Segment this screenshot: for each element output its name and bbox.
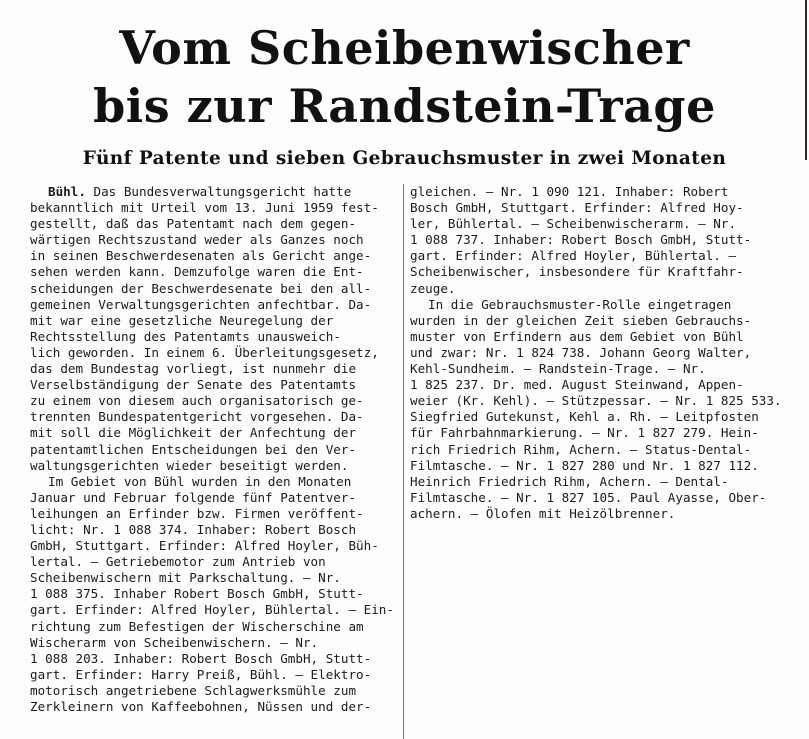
right-column-paragraph-2: In die Gebrauchsmuster-Rolle eingetragen wurden in der gleichen Zeit sieben Gebrauchs- muster von Erfindern aus dem Gebiet von Bühl und zwar: Nr. 1 824 738. Johann Georg Walter, Kehl-Sundheim. — Randstein-Trage. — Nr. 1 825 237. Dr. med. August Steinwand, Appen- weier (Kr. Kehl). — Stützpessar. — Nr. 1 825 533. Siegfried Gutekunst, Kehl a. Rh. — Leitpfosten für Fahrbahnmarkierung. — Nr. 1 827 279. Hein- rich Friedrich Rihm, Achern. — Status-Dental- Filmtasche. — Nr. 1 827 280 und Nr. 1 827 112. Heinrich Friedrich Rihm, Achern. — Dental- Filmtasche. — Nr. 1 827 105. Paul Ayasse, Ober- achern. — Ölofen mit Heizölbrenner. xyxy=(410,296,782,521)
headline-line-2: bis zur Randstein-Trage xyxy=(93,79,716,133)
headline-line-1: Vom Scheibenwischer xyxy=(119,21,690,75)
left-column-paragraph-1 xyxy=(30,184,396,474)
left-column xyxy=(30,184,396,715)
left-column-paragraph-2: Im Gebiet von Bühl wurden in den Monaten Januar und Februar folgende fünf Patentver- leihungen an Erfinder bzw. Firmen veröffent- licht: Nr. 1 088 374. Inhaber: Robert Bosch GmbH, Stuttgart. Erfinder: Alfred Hoyler, Büh- lertal. — Getriebemotor zum Antrieb von Scheibenwischern mit Parkschaltung. — Nr. 1 088 375. Inhaber Robert Bosch GmbH, Stutt- gart. Erfinder: Alfred Hoyler, Bühlertal. — Ein- richtung zum Befestigen der Wischerschine am Wischerarm von Scheibenwischern. — Nr. 1 088 203. Inhaber: Robert Bosch GmbH, Stutt- gart. Erfinder: Harry Preiß, Bühl. — Elektro- motorisch angetriebene Schlagwerksmühle zum Zerkleinern von Kaffeebohnen, Nüssen und der- xyxy=(30,473,394,714)
column-divider xyxy=(403,184,404,739)
right-column-paragraph-1: gleichen. — Nr. 1 090 121. Inhaber: Robert Bosch GmbH, Stuttgart. Erfinder: Alfred Hoy- ler, Bühlertal. — Scheibenwischerarm. — Nr. 1 088 737. Inhaber: Robert Bosch GmbH, Stutt- gart. Erfinder: Alfred Hoyler, Bühlertal. — Scheibenwischer, insbesondere für Kraftfahr- zeuge. xyxy=(410,184,752,296)
dateline-place: Bühl. xyxy=(48,184,86,199)
right-column xyxy=(410,184,800,522)
subheadline: Fünf Patente und sieben Gebrauchsmuster in zwei Monaten xyxy=(82,148,727,169)
left-paragraph-1-text: Das Bundesverwaltungsgericht hatte bekanntlich mit Urteil vom 13. Juni 1959 fest- gestellt, daß das Patentamt nach dem gegen- wärtigen Rechtszustand weder als Ganzes noch in seinen Beschwerdesenaten als Gericht ange- sehen werden kann. Demzufolge waren die Ent- scheidungen der Beschwerdesenate bei den all- gemeinen Verwaltungsgerichten anfechtbar. Da- mit war eine gesetzliche Neuregelung der Rechtsstellung des Patentamts unausweich- lich geworden. In einem 6. Überleitungsgesetz, das dem Bundestag vorliegt, ist nunmehr die Verselbständigung der Senate des Patentamts zu einem von diesem auch organisatorisch ge- trennten Bundespatentgericht vorgesehen. Da- mit soll die Möglichkeit der Anfechtung der patentamtlichen Entscheidungen bei den Ver- waltungsgerichten wieder beseitigt werden. xyxy=(30,184,379,473)
